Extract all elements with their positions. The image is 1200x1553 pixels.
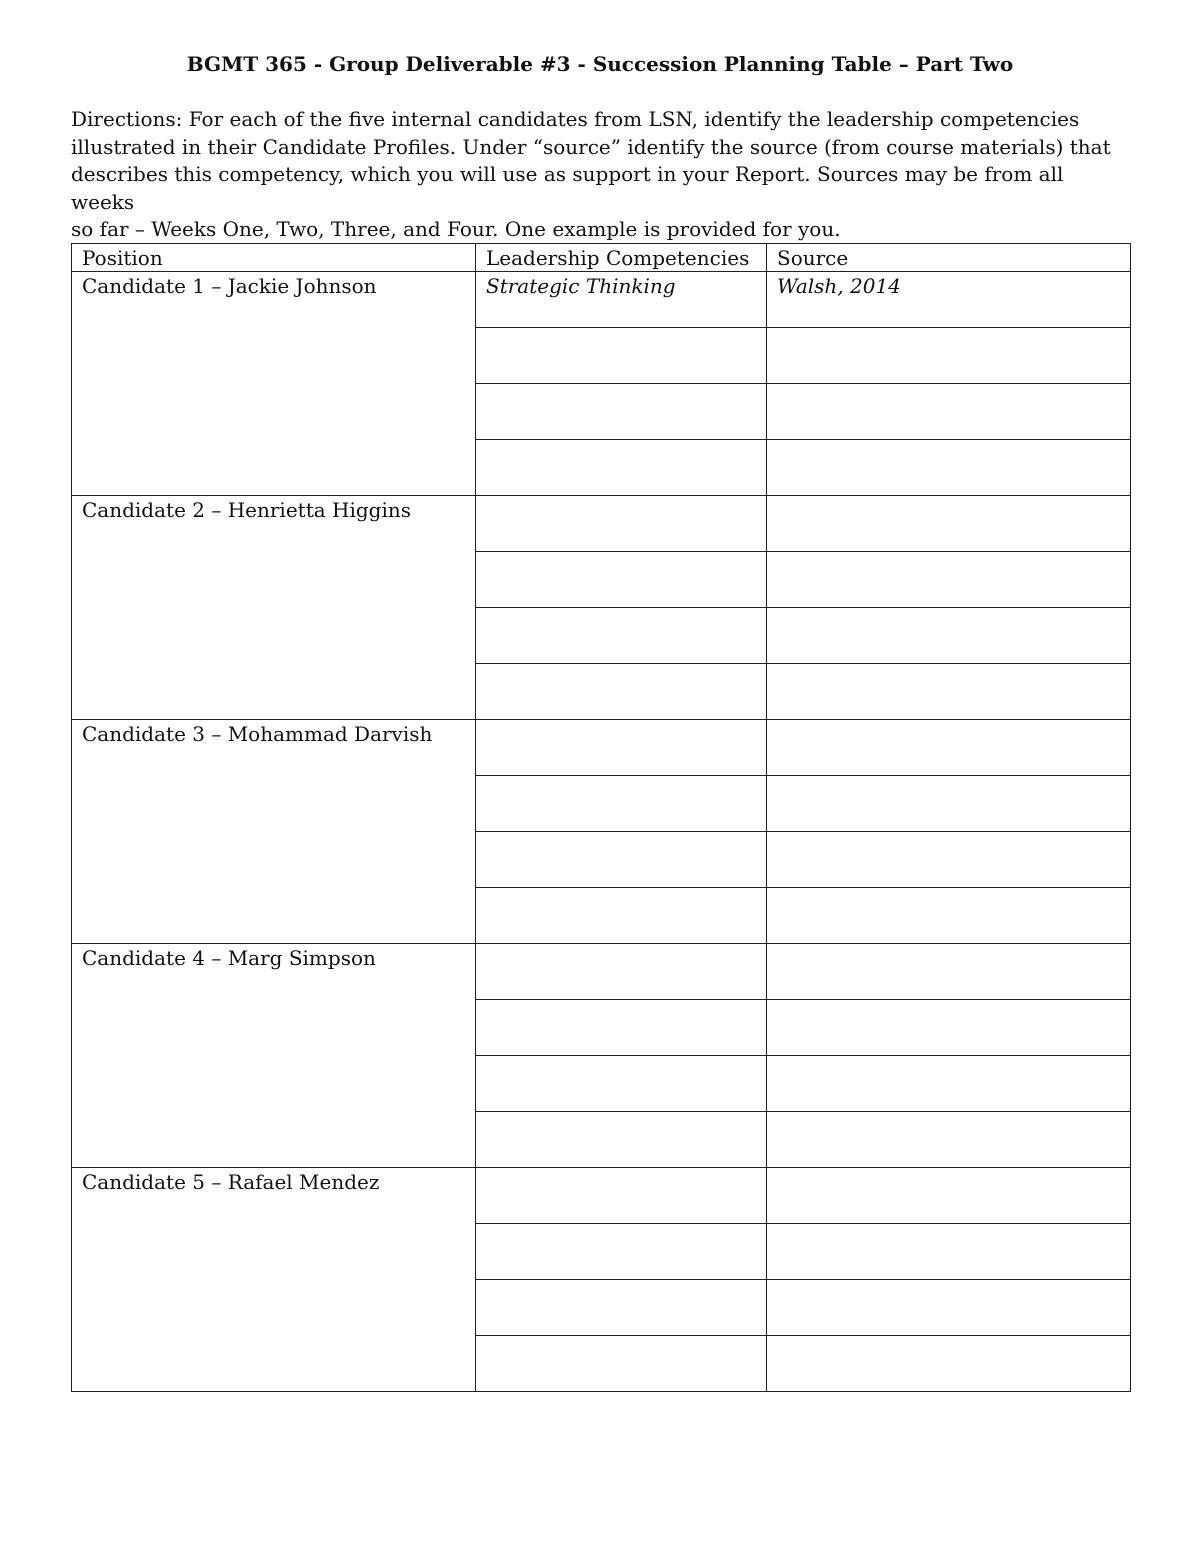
source-cell[interactable]: [767, 720, 1131, 776]
header-source: Source: [767, 244, 1131, 272]
competency-cell[interactable]: [476, 328, 767, 384]
table-body: [72, 272, 1131, 1392]
source-cell[interactable]: [767, 1336, 1131, 1392]
document-title: BGMT 365 - Group Deliverable #3 - Succession Planning Table – Part Two: [186, 52, 1014, 76]
source-cell[interactable]: [767, 1280, 1131, 1336]
table-row: [72, 720, 1131, 776]
competency-cell[interactable]: [476, 1168, 767, 1224]
source-cell[interactable]: [767, 776, 1131, 832]
table-row: [72, 272, 1131, 328]
competency-cell[interactable]: [476, 720, 767, 776]
source-cell[interactable]: [767, 1224, 1131, 1280]
competency-cell[interactable]: [476, 1056, 767, 1112]
table-row: [72, 1168, 1131, 1224]
competency-cell[interactable]: [476, 384, 767, 440]
source-cell[interactable]: [767, 496, 1131, 552]
competency-cell[interactable]: [476, 1224, 767, 1280]
source-cell[interactable]: [767, 944, 1131, 1000]
source-cell[interactable]: [767, 384, 1131, 440]
competency-cell[interactable]: [476, 552, 767, 608]
candidate-position-cell: Candidate 4 – Marg Simpson: [72, 944, 476, 1168]
source-cell[interactable]: [767, 328, 1131, 384]
source-cell[interactable]: [767, 1112, 1131, 1168]
candidate-position-cell: Candidate 2 – Henrietta Higgins: [72, 496, 476, 720]
candidate-position-cell: Candidate 5 – Rafael Mendez: [72, 1168, 476, 1392]
source-cell[interactable]: [767, 440, 1131, 496]
competency-cell[interactable]: [476, 496, 767, 552]
competency-cell[interactable]: [476, 832, 767, 888]
source-cell[interactable]: [767, 664, 1131, 720]
header-leadership-competencies: Leadership Competencies: [476, 244, 767, 272]
table-row: [72, 944, 1131, 1000]
competency-cell[interactable]: [476, 1000, 767, 1056]
source-cell[interactable]: [767, 832, 1131, 888]
competency-cell[interactable]: [476, 440, 767, 496]
candidate-position-cell: Candidate 1 – Jackie Johnson: [72, 272, 476, 496]
source-cell[interactable]: [767, 1056, 1131, 1112]
source-cell[interactable]: [767, 888, 1131, 944]
competency-cell[interactable]: [476, 1112, 767, 1168]
competency-cell[interactable]: [476, 1280, 767, 1336]
table-row: [72, 496, 1131, 552]
competency-cell[interactable]: [476, 944, 767, 1000]
competency-cell[interactable]: [476, 1336, 767, 1392]
competency-cell[interactable]: [476, 776, 767, 832]
table-header-row: [72, 244, 1131, 272]
competency-cell[interactable]: [476, 664, 767, 720]
source-cell[interactable]: Walsh, 2014: [767, 272, 1131, 328]
candidate-position-cell: Candidate 3 – Mohammad Darvish: [72, 720, 476, 944]
source-cell[interactable]: [767, 552, 1131, 608]
source-cell[interactable]: [767, 1168, 1131, 1224]
source-cell[interactable]: [767, 608, 1131, 664]
competency-cell[interactable]: [476, 608, 767, 664]
succession-planning-table: [71, 243, 1131, 1392]
competency-cell[interactable]: [476, 888, 767, 944]
source-cell[interactable]: [767, 1000, 1131, 1056]
competency-cell[interactable]: Strategic Thinking: [476, 272, 767, 328]
header-position: Position: [72, 244, 476, 272]
directions-text: Directions: For each of the five internal candidates from LSN, identify the leadership competencies illustrated in their Candidate Profiles. Under “source” identify the source (from course materials) that describes this competency, which you will use as support in your Report. Sources may be from all weeks so far – Weeks One, Two, Three, and Four. One example is provided for you.: [71, 107, 1111, 241]
